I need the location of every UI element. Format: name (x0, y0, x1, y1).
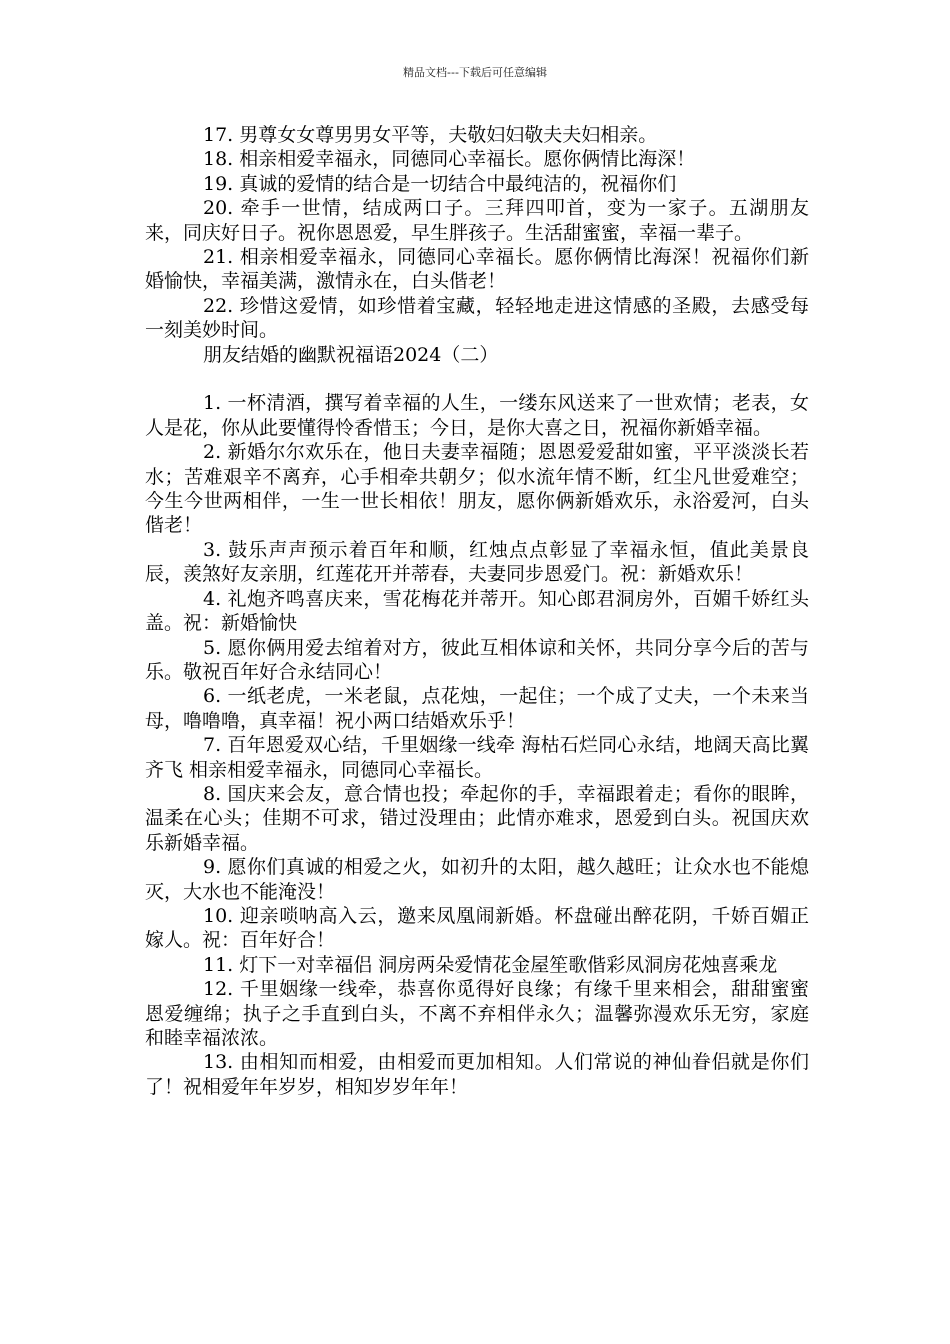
section-title: 朋友结婚的幽默祝福语2024（二） (203, 343, 499, 366)
paragraph: 10. 迎亲唢呐高入云，邀来凤凰闹新婚。杯盘碰出醉花阴，千娇百媚正嫁人。祝：百年好合！ (145, 904, 809, 952)
paragraph: 9. 愿你们真诚的相爱之火，如初升的太阳，越久越旺；让众水也不能熄灭，大水也不能淹没！ (145, 856, 809, 903)
paragraph: 21. 相亲相爱幸福永，同德同心幸福长。愿你俩情比海深！祝福你们新婚愉快，幸福美满，激情永在，白头偕老！ (145, 246, 809, 293)
paragraph: 6. 一纸老虎，一米老鼠，点花烛，一起住；一个成了丈夫，一个未来当母，噜噜噜，真幸福！祝小两口结婚欢乐乎！ (145, 685, 809, 732)
paragraph: 8. 国庆来会友，意合情也投；牵起你的手，幸福跟着走；看你的眼眸，温柔在心头；佳期不可求，错过没理由；此情亦难求，恩爱到白头。祝国庆欢乐新婚幸福。 (145, 782, 809, 854)
paragraph: 18. 相亲相爱幸福永，同德同心幸福长。愿你俩情比海深！ (203, 148, 696, 171)
paragraph: 4. 礼炮齐鸣喜庆来，雪花梅花并蒂开。知心郎君洞房外，百媚千娇红头盖。祝：新婚愉快 (145, 587, 809, 635)
paragraph: 7. 百年恩爱双心结，千里姻缘一线牵 海枯石烂同心永结，地阔天高比翼齐飞 相亲相爱幸福永，同德同心幸福长。 (145, 734, 809, 781)
paragraph: 2. 新婚尔尔欢乐在，他日夫妻幸福随；恩恩爱爱甜如蜜，平平淡淡长若水；苦难艰辛不离弃，心手相牵共朝夕；似水流年情不断，红尘凡世爱难空；今生今世两相伴，一生一世长相依！朋友，愿你俩新婚欢乐，永浴爱河，白头偕老！ (145, 441, 809, 537)
paragraph: 3. 鼓乐声声预示着百年和顺，红烛点点彰显了幸福永恒，值此美景良辰，羡煞好友亲朋，红莲花开并蒂春，夫妻同步恩爱门。祝：新婚欢乐！ (145, 538, 809, 586)
paragraph: 22. 珍惜这爱情，如珍惜着宝藏，轻轻地走进这情感的圣殿，去感受每一刻美妙时间。 (145, 294, 809, 342)
paragraph: 5. 愿你俩用爱去绾着对方，彼此互相体谅和关怀，共同分享今后的苦与乐。敬祝百年好合永结同心！ (145, 636, 809, 683)
paragraph: 11. 灯下一对幸福侣 洞房两朵爱情花金屋笙歌偕彩凤洞房花烛喜乘龙 (203, 953, 778, 976)
paragraph: 17. 男尊女女尊男男女平等，夫敬妇妇敬夫夫妇相亲。 (203, 124, 658, 146)
paragraph: 20. 牵手一世情，结成两口子。三拜四叩首，变为一家子。五湖朋友来，同庆好日子。祝你恩恩爱，早生胖孩子。生活甜蜜蜜，幸福一辈子。 (145, 197, 809, 244)
blank-line (145, 367, 809, 391)
paragraph: 13. 由相知而相爱，由相爱而更加相知。人们常说的神仙眷侣就是你们了！祝相爱年年岁岁，相知岁岁年年！ (145, 1051, 809, 1098)
page-header: 精品文档---下载后可任意编辑 (403, 66, 547, 79)
document-body (145, 123, 809, 1099)
paragraph: 1. 一杯清酒，撰写着幸福的人生，一缕东风送来了一世欢情；老表，女人是花，你从此要懂得怜香惜玉；今日，是你大喜之日，祝福你新婚幸福。 (145, 392, 809, 439)
paragraph: 12. 千里姻缘一线牵，恭喜你觅得好良缘；有缘千里来相会，甜甜蜜蜜恩爱缠绵；执子之手直到白头，不离不弃相伴永久；温馨弥漫欢乐无穷，家庭和睦幸福浓浓。 (145, 978, 809, 1050)
paragraph: 19. 真诚的爱情的结合是一切结合中最纯洁的，祝福你们 (203, 172, 677, 195)
